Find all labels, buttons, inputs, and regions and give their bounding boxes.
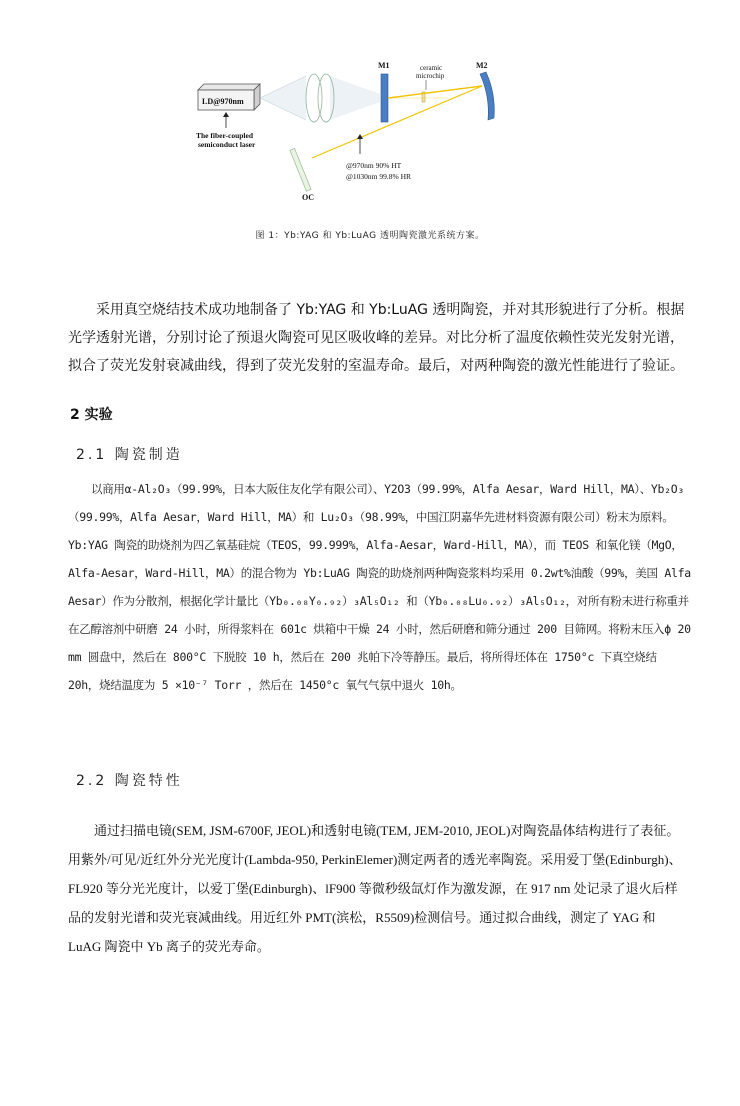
ceramic-characterization-paragraph: 通过扫描电镜(SEM, JSM-6700F, JEOL)和透射电镜(TEM, JEM-2010, JEOL)对陶瓷晶体结构进行了表征。用紫外/可见/近红外分光光度计(Lambda-950, PerkinElemer)测定两者的透光率陶瓷。采用爱丁堡(Edinburgh)、FL920 等分光光度计，以爱丁堡(Edinburgh)、lF900 等微秒级氙灯作为激发源，在 917 nm 处记录了退火后样品的发射光谱和荧光衰减曲线。用近红外 PMT(滨松，R5509)检测信号。通过拟合曲线，测定了 YAG 和 LuAG 陶瓷中 Yb 离子的荧光寿命。 xyxy=(68,823,682,954)
m2-mirror xyxy=(480,72,494,120)
laser-note-line1: The fiber-coupled xyxy=(196,131,254,140)
coating-line2: @1030nm 99.8% HR xyxy=(346,172,412,181)
laser-note-line2: semiconduct laser xyxy=(198,140,256,149)
oc-label: OC xyxy=(302,193,314,202)
laser-system-diagram xyxy=(188,52,508,212)
ceramic-fabrication-paragraph: 以商用α-Al₂O₃（99.99%，日本大阪住友化学有限公司）、Y2O3（99.99%，Alfa Aesar，Ward Hill，MA）、Yb₂O₃（99.99%，Alfa Aesar，Ward Hill，MA）和 Lu₂O₃（98.99%，中国江阴嘉华先进材料资源有限公司）粉末为原料。Yb:YAG 陶瓷的助烧剂为四乙氧基硅烷（TEOS，99.999%，Alfa-Aesar，Ward-Hill，MA），而 TEOS 和氧化镁（MgO，Alfa-Aesar，Ward-Hill，MA）的混合物为 Yb:LuAG 陶瓷的助烧剂两种陶瓷浆料均采用 0.2wt%油酸（99%，美国 Alfa Aesar）作为分散剂，根据化学计量比（Yb₀.₀₈Y₀.₉₂）₃Al₅O₁₂ 和（Yb₀.₀₈Lu₀.₉₂）₃Al₅O₁₂，对所有粉末进行称重并在乙醇溶剂中研磨 24 小时，所得浆料在 601c 烘箱中干燥 24 小时，然后研磨和筛分通过 200 目筛网。将粉末压入ϕ 20 mm 圆盘中，然后在 800°C 下脱胶 10 h，然后在 200 兆帕下冷等静压。最后，将所得坯体在 1750°c 下真空烧结 20h，烧结温度为 5 ×10⁻⁷ Torr ，然后在 1450°c 氧气气氛中退火 10h。 xyxy=(68,482,691,692)
m1-mirror xyxy=(381,74,388,122)
m2-label: M2 xyxy=(476,61,488,70)
subsection-heading-1: 2.1 陶瓷制造 xyxy=(76,447,183,463)
chip-label-line2: microchip xyxy=(416,72,445,80)
output-coupler xyxy=(290,148,311,191)
m1-label: M1 xyxy=(378,61,390,70)
coating-line1: @970nm 90% HT xyxy=(346,161,402,170)
laser-label: LD@970nm xyxy=(202,97,244,106)
lens-1 xyxy=(306,74,322,122)
chip-label-line1: ceramic xyxy=(420,64,443,72)
laser-diode-box xyxy=(198,84,260,110)
subsection-heading-2: 2.2 陶瓷特性 xyxy=(76,773,183,789)
intro-paragraph: 采用真空烧结技术成功地制备了 Yb:YAG 和 Yb:LuAG 透明陶瓷，并对其形貌进行了分析。根据光学透射光谱，分别讨论了预退火陶瓷可见区吸收峰的差异。对比分析了温度依赖性荧光发射光谱，拟合了荧光发射衰减曲线，得到了荧光发射的室温寿命。最后，对两种陶瓷的激光性能进行了验证。 xyxy=(68,302,685,374)
figure-caption: 图 1：Yb:YAG 和 Yb:LuAG 透明陶瓷激光系统方案。 xyxy=(255,231,485,241)
section-heading: 2 实验 xyxy=(70,407,113,423)
